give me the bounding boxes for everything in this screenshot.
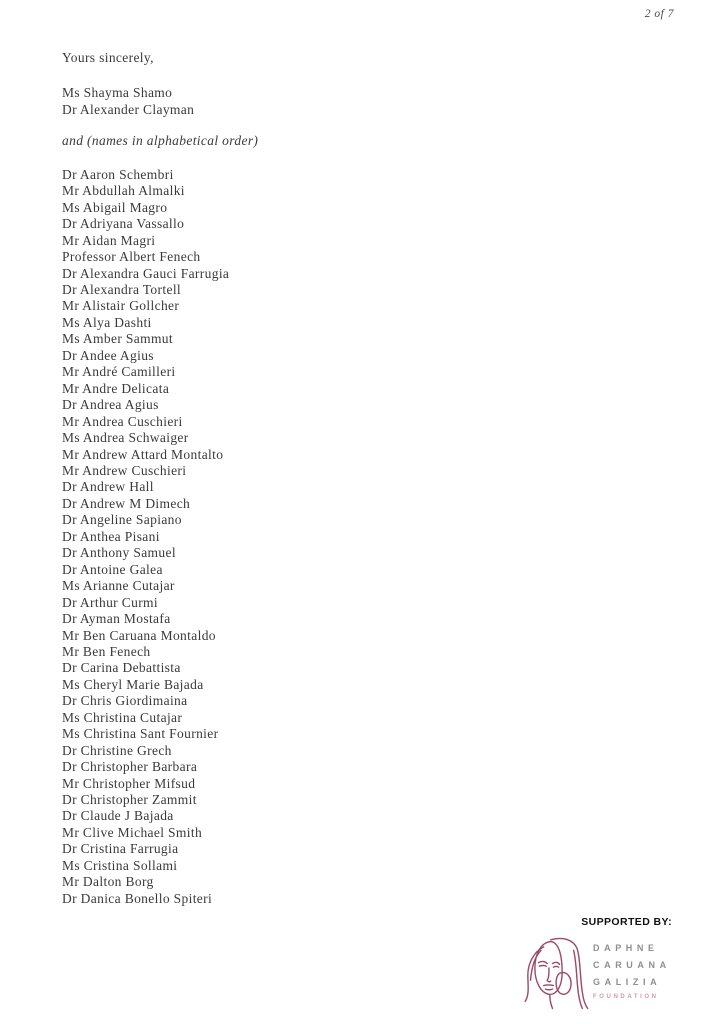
signatory-name: Dr Andrea Agius — [62, 397, 159, 413]
signatory-name: Ms Cristina Sollami — [62, 857, 178, 873]
signatory-name: Ms Arianne Cutajar — [62, 578, 175, 594]
letter-body — [62, 50, 258, 907]
signatory-name: Dr Andrew Hall — [62, 479, 154, 495]
signatory-name: Dr Alexander Clayman — [62, 101, 195, 117]
signatory-name: Ms Shayma Shamo — [62, 85, 173, 101]
signatory-name: Dr Christine Grech — [62, 742, 172, 758]
closing-line: Yours sincerely, — [62, 50, 154, 65]
signatory-name: Dr Christopher Zammit — [62, 792, 197, 808]
signatory-name: Ms Christina Sant Fournier — [62, 726, 219, 742]
alphabetical-order-note: and (names in alphabetical order) — [62, 133, 259, 149]
signatory-name: Ms Alya Dashti — [62, 314, 152, 330]
signatory-name: Mr Aidan Magri — [62, 232, 156, 248]
daphne-portrait-icon — [512, 930, 600, 1020]
signatory-name: Mr Ben Fenech — [62, 643, 151, 659]
signatory-name: Dr Alexandra Gauci Farrugia — [62, 265, 230, 281]
signatory-name: Ms Amber Sammut — [62, 331, 174, 347]
signatory-name: Dr Danica Bonello Spiteri — [62, 890, 213, 906]
signatory-name: Mr Clive Michael Smith — [62, 824, 203, 840]
signatory-name: Ms Abigail Magro — [62, 199, 168, 215]
signatory-name: Dr Claude J Bajada — [62, 808, 174, 824]
signatory-name: Dr Cristina Farrugia — [62, 841, 179, 857]
signatory-name: Ms Andrea Schwaiger — [62, 430, 189, 446]
foundation-name-line-1: DAPHNE — [593, 943, 659, 953]
foundation-word: FOUNDATION — [593, 994, 659, 1000]
signatory-name: Dr Adriyana Vassallo — [62, 216, 185, 232]
signatory-name: Dr Anthony Samuel — [62, 545, 176, 561]
signatory-name: Dr Antoine Galea — [62, 561, 163, 577]
signatory-name: Professor Albert Fenech — [62, 249, 201, 265]
signatory-name: Dr Ayman Mostafa — [62, 611, 171, 627]
daphne-caruana-galizia-foundation-logo — [512, 930, 692, 1022]
signatory-name: Dr Andee Agius — [62, 347, 154, 363]
signatory-name: Ms Cheryl Marie Bajada — [62, 676, 204, 692]
lead-signatories — [62, 85, 258, 118]
foundation-name-line-2: CARUANA — [593, 960, 671, 970]
signatory-name: Dr Carina Debattista — [62, 660, 181, 676]
foundation-wordmark — [593, 940, 671, 1003]
signatory-name: Mr Abdullah Almalki — [62, 183, 185, 199]
signatory-name: Dr Arthur Curmi — [62, 594, 158, 610]
supported-by-label: SUPPORTED BY: — [581, 916, 672, 928]
signatory-names-list — [62, 167, 258, 907]
signatory-name: Mr Andrew Cuschieri — [62, 462, 187, 478]
signatory-name: Dr Alexandra Tortell — [62, 281, 182, 297]
signatory-name: Mr Alistair Gollcher — [62, 298, 180, 314]
signatory-name: Mr Dalton Borg — [62, 874, 154, 890]
signatory-name: Dr Aaron Schembri — [62, 166, 174, 182]
signatory-name: Mr André Camilleri — [62, 364, 176, 380]
signatory-name: Mr Andre Delicata — [62, 380, 170, 396]
signatory-name: Dr Angeline Sapiano — [62, 512, 182, 528]
signatory-name: Dr Anthea Pisani — [62, 528, 160, 544]
signatory-name: Dr Andrew M Dimech — [62, 495, 191, 511]
signatory-name: Dr Chris Giordimaina — [62, 693, 188, 709]
signatory-name: Mr Christopher Mifsud — [62, 775, 196, 791]
signatory-name: Mr Andrew Attard Montalto — [62, 446, 224, 462]
signatory-name: Mr Ben Caruana Montaldo — [62, 627, 216, 643]
signatory-name: Mr Andrea Cuschieri — [62, 413, 183, 429]
signatory-name: Ms Christina Cutajar — [62, 709, 183, 725]
foundation-name-line-3: GALIZIA — [593, 977, 662, 987]
page-number: 2 of 7 — [644, 8, 674, 20]
signatory-name: Dr Christopher Barbara — [62, 759, 198, 775]
